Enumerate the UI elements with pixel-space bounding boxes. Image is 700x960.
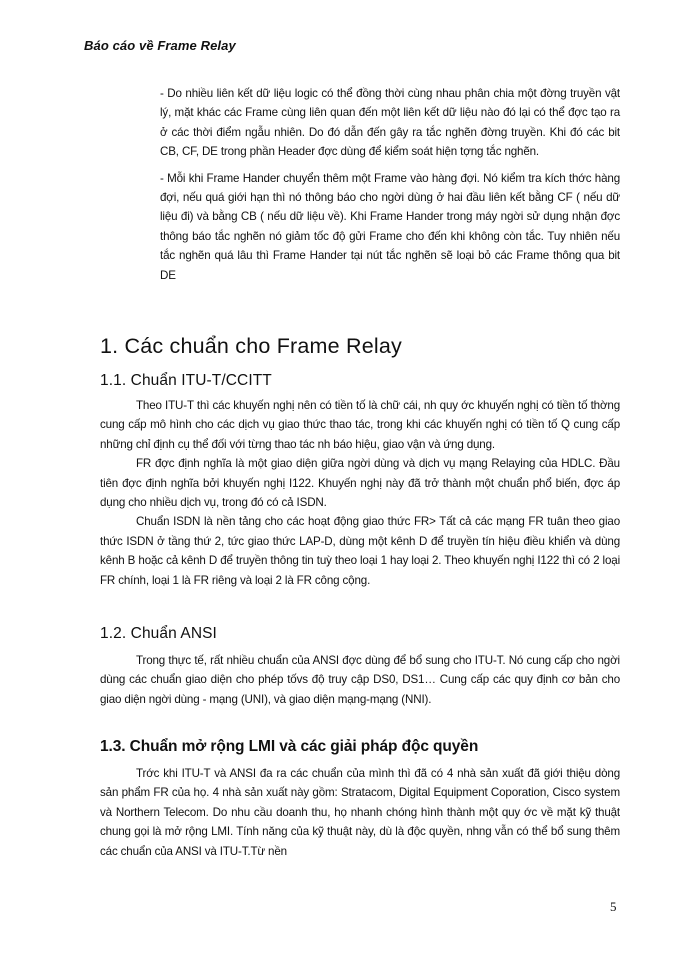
subsection-title-1-1: 1.1. Chuẩn ITU-T/CCITT [100,372,272,389]
subsection-title-1-2: 1.2. Chuẩn ANSI [100,625,217,642]
paragraph: FR đợc định nghĩa là một giao diện giữa ngời dùng và dịch vụ mạng Relaying của HDLC. Đầu tiên đợc định nghĩa bởi khuyến nghị I122. Khuyến nghị này đã trở thành một chuẩn phổ biến, đợc áp dụng cho nhiều dịch vụ, trong đó có cả ISDN. [100,457,620,510]
subsection-title-1-3: 1.3. Chuẩn mở rộng LMI và các giải pháp độc quyền [100,738,479,755]
paragraph: Trớc khi ITU-T và ANSI đa ra các chuẩn của mình thì đã có 4 nhà sản xuất đã giới thiệu dòng sản phẩm FR của họ. 4 nhà sản xuất này gồm: Stratacom, Digital Equipment Coporation, Cisco system và Northern Telecom. Do nhu cầu doanh thu, họ nhanh chóng hình thành một quy ớc về mặt kỹ thuật chung gọi là mở rộng LMI. Tính năng của kỹ thuật này, dù là độc quyền, nhng vẫn có thể bổ sung thêm các chuẩn của ANSI và ITU-T.Từ nền [100,767,620,858]
paragraph: Theo ITU-T thì các khuyến nghị nên có tiền tố là chữ cái, nh quy ớc khuyến nghị có tiền tố thờng cung cấp mô hình cho các dịch vụ giao thức thao tác, trong khi các khuyến nghị có tiền tố Q cung cấp những chỉ định cụ thể đối với từng thao tác nh báo hiệu, giao vận và ứng dụng. [100,399,620,451]
paragraph: Chuẩn ISDN là nền tảng cho các hoạt động giao thức FR> Tất cả các mạng FR tuân theo giao thức ISDN ở tầng thứ 2, tức giao thức LAP-D, dùng một kênh D để truyền tín hiệu điều khiển và dùng kênh B hoặc cả kênh D để truyền thông tin tuỳ theo loại 1 hay loại 2. Theo khuyến nghị I122 thì có 2 loại FR chính, loại 1 là FR riêng và loại 2 là FR công cộng. [100,515,620,587]
paragraph: Trong thực tế, rất nhiều chuẩn của ANSI đợc dùng để bổ sung cho ITU-T. Nó cung cấp cho ngời dùng các chuẩn giao diện cho phép tốvs độ truy cập DS0, DS1… Cung cấp các quy định cơ bản cho giao diện ngời dùng - mạng (UNI), và giao diện mạng-mạng (NNI). [100,654,620,706]
intro-block [160,84,620,285]
subsection-1-3-body [100,764,620,861]
subsection-1-1-body [100,396,620,590]
paragraph: - Do nhiều liên kết dữ liệu logic có thể đồng thời cùng nhau phân chia một đờng truyền vật lý, mặt khác các Frame cùng liên quan đến một liên kết dữ liệu nào đó lại có thể đợc tạo ra ở các thời điểm ngẫu nhiên. Do đó dẫn đến gây ra tắc nghẽn đờng truyền. Khi đó các bit CB, CF, DE trong phần Header đợc dùng để kiểm soát hiện tợng tắc nghẽn. [160,87,620,159]
page-number: 5 [610,899,617,914]
running-header: Báo cáo về Frame Relay [84,38,236,53]
section-title: 1. Các chuẩn cho Frame Relay [100,334,402,358]
paragraph: - Mỗi khi Frame Hander chuyển thêm một Frame vào hàng đợi. Nó kiểm tra kích thớc hàng đợi, nếu quá giới hạn thì nó thông báo cho ngời dùng ở hai đầu liên kết bằng CF ( nếu dữ liệu đi) và bằng CB ( nếu dữ liệu về). Khi Frame Hander trong máy ngời sử dụng nhận đợc thông báo tắc nghẽn nó giảm tốc độ gửi Frame cho đến khi không còn tắc. Tuy nhiên nếu tắc nghẽn quá lâu thì Frame Hander tại nút tắc nghẽn sẽ loại bỏ các Frame thông qua bit DE [160,171,620,282]
subsection-1-2-body [100,651,620,709]
